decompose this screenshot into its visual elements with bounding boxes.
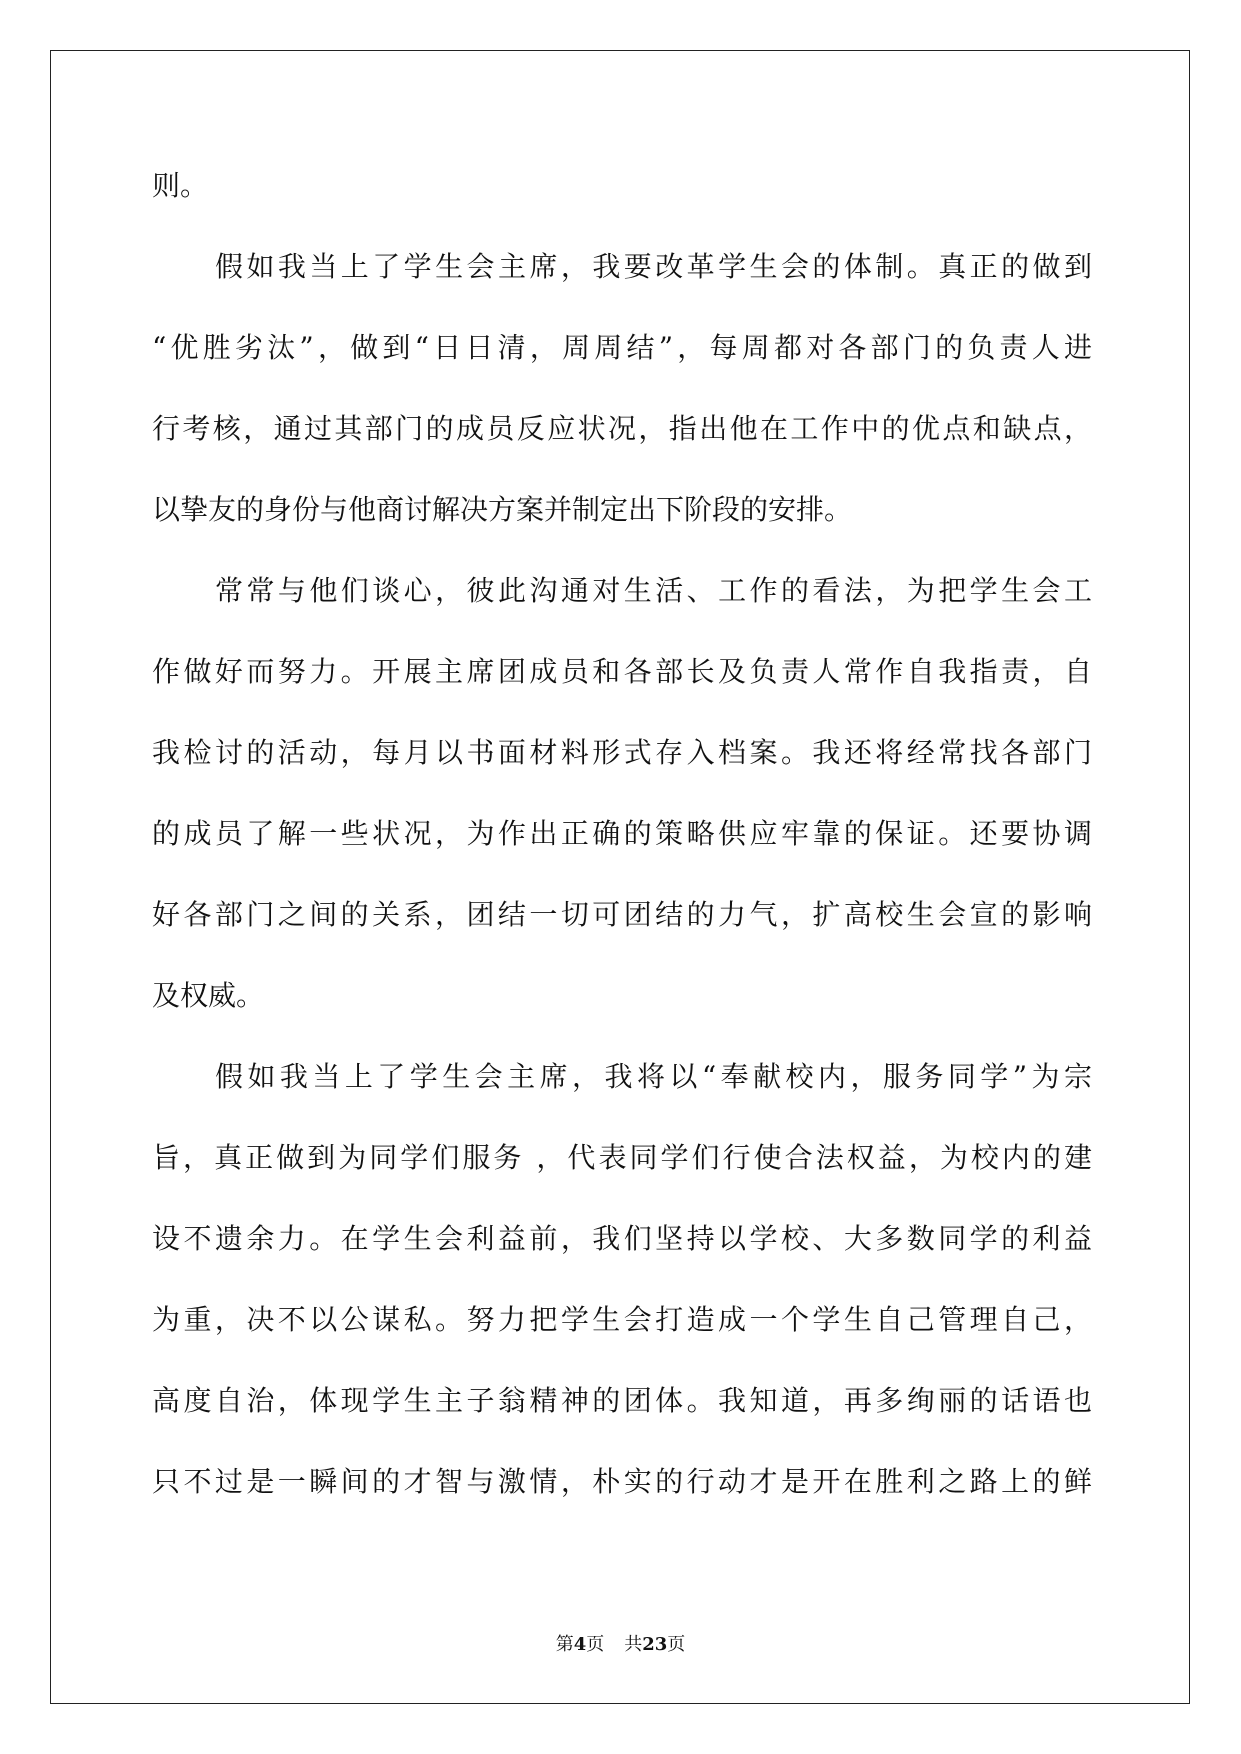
text-line-16: 高度自治，体现学生主子翁精神的团体。我知道，再多绚丽的话语也: [152, 1384, 1092, 1417]
text-line-14: 设不遗余力。在学生会利益前，我们坚持以学校、大多数同学的利益: [152, 1222, 1092, 1255]
text-line-6: 常常与他们谈心，彼此沟通对生活、工作的看法，为把学生会工: [215, 574, 1092, 607]
total-prefix: 共: [624, 1634, 643, 1655]
text-line-1: 则。: [152, 169, 209, 202]
text-line-11: 及权威。: [152, 979, 265, 1012]
page-number: 4: [573, 1634, 587, 1655]
text-line-8: 我检讨的活动，每月以书面材料形式存入档案。我还将经常找各部门: [152, 736, 1092, 769]
page-footer: [0, 1633, 1241, 1657]
text-line-3: “优胜劣汰”，做到“日日清，周周结”，每周都对各部门的负责人进: [152, 331, 1092, 364]
text-line-5: 以挚友的身份与他商讨解决方案并制定出下阶段的安排。: [152, 493, 853, 526]
page-prefix: 第: [555, 1634, 574, 1655]
text-line-10: 好各部门之间的关系，团结一切可团结的力气，扩高校生会宣的影响: [152, 898, 1092, 931]
text-line-12: 假如我当上了学生会主席，我将以“奉献校内，服务同学”为宗: [215, 1060, 1092, 1093]
text-line-17: 只不过是一瞬间的才智与激情，朴实的行动才是开在胜利之路上的鲜: [152, 1465, 1092, 1498]
text-line-13: 旨，真正做到为同学们服务 ，代表同学们行使合法权益，为校内的建: [152, 1141, 1092, 1174]
total-suffix: 页: [667, 1634, 686, 1655]
text-line-4: 行考核，通过其部门的成员反应状况，指出他在工作中的优点和缺点，: [152, 412, 1092, 445]
text-line-9: 的成员了解一些状况，为作出正确的策略供应牢靠的保证。还要协调: [152, 817, 1092, 850]
page-suffix: 页: [586, 1634, 605, 1655]
text-line-2: 假如我当上了学生会主席，我要改革学生会的体制。真正的做到: [215, 250, 1092, 283]
text-line-7: 作做好而努力。开展主席团成员和各部长及负责人常作自我指责，自: [152, 655, 1092, 688]
text-line-15: 为重，决不以公谋私。努力把学生会打造成一个学生自己管理自己，: [152, 1303, 1092, 1336]
total-pages: 23: [642, 1634, 668, 1655]
body-text: [152, 166, 1092, 1543]
